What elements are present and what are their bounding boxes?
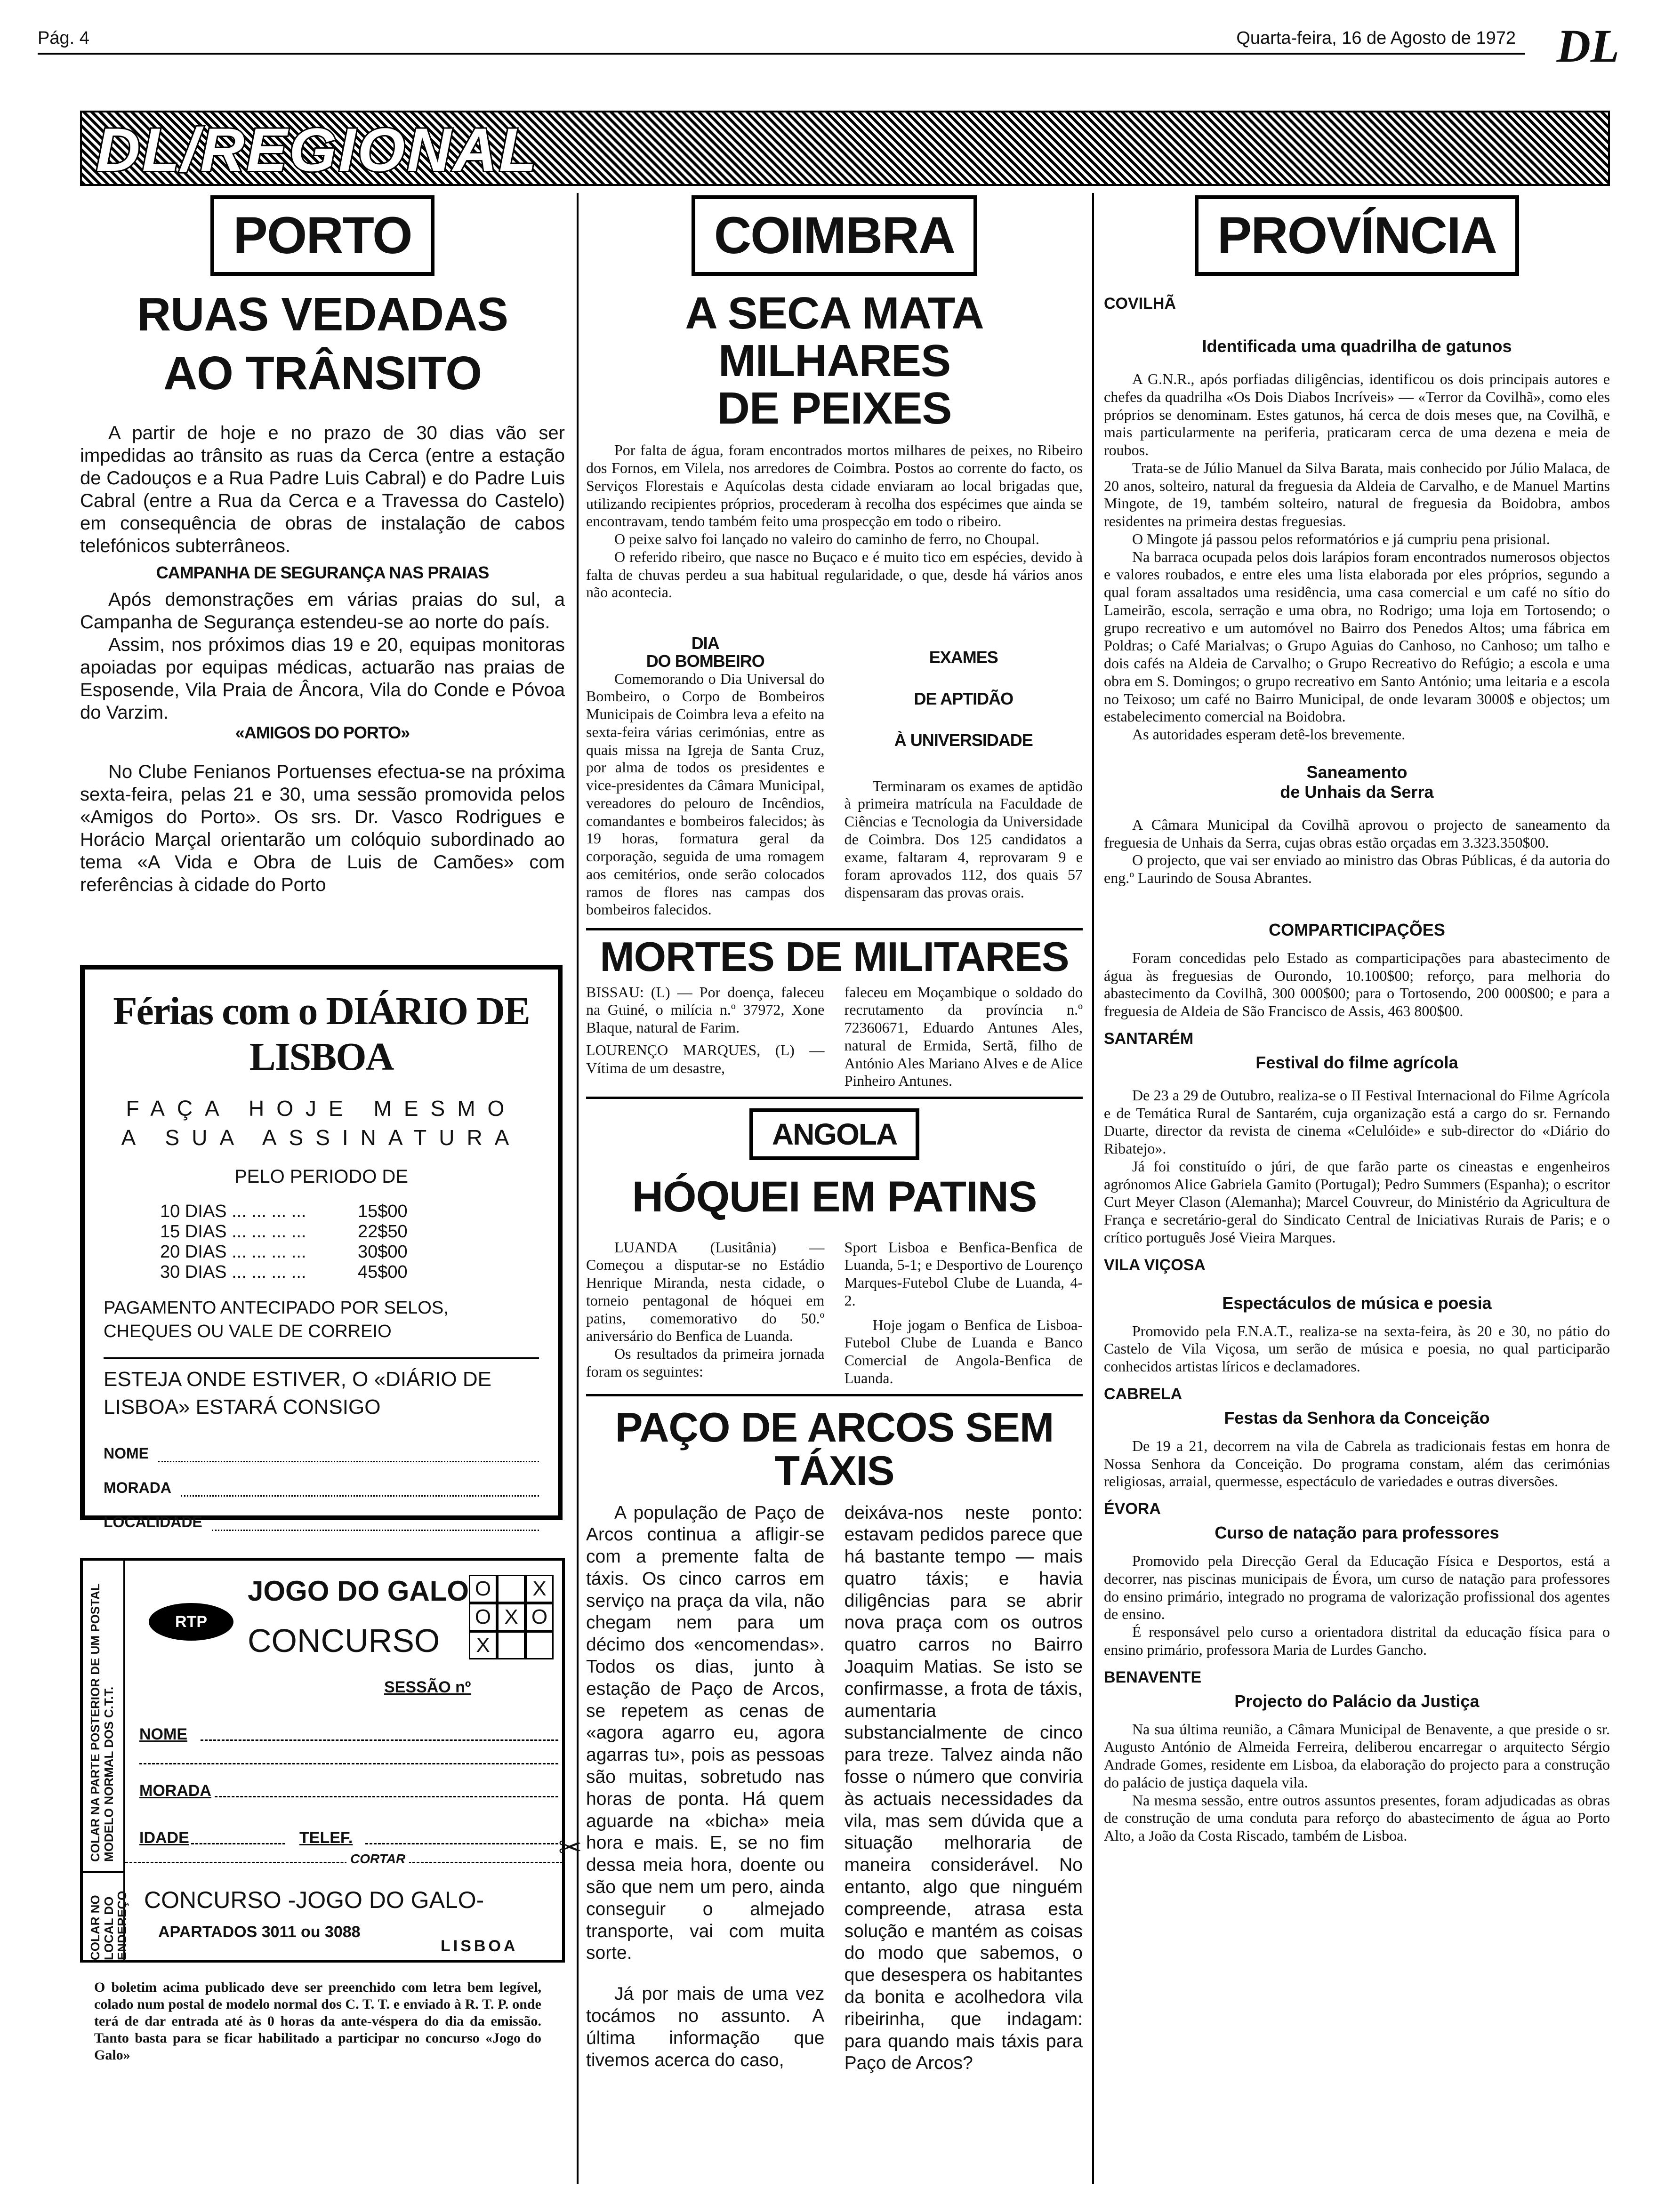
article-paragraph: Comemorando o Dia Universal do Bombeiro, o Corpo de Bombeiros Municipais de Coimbra leva a efeito na sexta-feira várias cerimónias, entre as quais missa na Igreja de Santa Cruz, por alma de todos os presidentes e vice-presidentes da Câmara Municipal, vereadores do pelouro de Incêndios, comandantes e bombeiros falecidos; às 19 horas, formatura geral da corporação, seguida de uma romagem aos cemitérios, onde serão colocados ramos de flores nas campas dos bombeiros falecidos.: [586, 670, 825, 918]
name-input-line[interactable]: [201, 1739, 558, 1741]
price-row: 10 DIAS ... ... ... ... 15$00: [160, 1202, 408, 1222]
article-paragraph: A Câmara Municipal da Covilhã aprovou o projecto de saneamento da freguesia de Unhais da Serra, cujas obras estão orçadas em 3.323.350$00.: [1104, 816, 1610, 851]
article-paragraph: Após demonstrações em várias praias do sul, a Campanha de Segurança estendeu-se ao norte do país.: [80, 589, 565, 633]
article-paragraph: Na sua última reunião, a Câmara Municipal de Benavente, a que preside o sr. Augusto António de Almeida Ferreira, deliberou encarregar o arquitecto Sérgio Andrade Gomes, residente em Lisboa, da elaboração do projecto para a construção do palácio de justiça daquela vila.: [1104, 1720, 1610, 1791]
price-row: 15 DIAS ... ... ... ... 22$50: [160, 1222, 408, 1242]
article-subhead: CAMPANHA DE SEGURANÇA NAS PRAIAS: [156, 563, 489, 582]
article-title: Curso de natação para professores: [1215, 1523, 1499, 1542]
board-cell: X: [525, 1575, 554, 1603]
section-banner: [80, 111, 1610, 186]
location-label: VILA VIÇOSA: [1104, 1256, 1206, 1274]
mortes-headline: MORTES DE MILITARES: [600, 933, 1069, 980]
location-label: CABRELA: [1104, 1385, 1182, 1403]
ad-subtitle: FAÇA HOJE MESMO: [126, 1096, 517, 1121]
subscription-ad: [80, 965, 563, 1531]
location-label: COVILHÃ: [1104, 295, 1176, 313]
article-paragraph: Trata-se de Júlio Manuel da Silva Barata, mais conhecido por Júlio Malaca, de 20 anos, solteiro, natural da freguesia da Aldeia de Carvalho, e de Manuel Martins Mingote, de 19, também solteiro, natural de freguesia da Boidobra, ambos residentes na primeira destas freguesias.: [1104, 459, 1610, 529]
coupon-name-label: NOME: [139, 1725, 187, 1743]
coupon-phone-label: TELEF.: [299, 1829, 353, 1847]
issue-date: Quarta-feira, 16 de Agosto de 1972: [1236, 28, 1516, 48]
porto-headline-1: RUAS VEDADAS: [137, 288, 508, 341]
mailing-title: CONCURSO -JOGO DO GALO-: [144, 1887, 484, 1913]
article-paragraph: Por falta de água, foram encontrados mortos milhares de peixes, no Ribeiro dos Fornos, em Vilela, nos arredores de Coimbra. Postos ao corrente do facto, os Serviços Florestais e Aquícolas desta cidade enviaram ao local brigadas que, utilizando recipientes próprios, procederam à recolha dos espécimes que ainda se encontravam, tendo também feito uma prospecção em todo o ribeiro.: [586, 441, 1083, 530]
article-subhead: DE APTIDÃO: [914, 689, 1014, 708]
coimbra-headline-2: DE PEIXES: [717, 383, 952, 433]
article-paragraph: O Mingote já passou pelos reformatórios e já cumpriu pena prisional.: [1132, 530, 1550, 547]
mailing-city: LISBOA: [441, 1937, 518, 1955]
article-paragraph: O referido ribeiro, que nasce no Buçaco e é muito tico em espécies, devido à falta de chuvas perdeu a sua habitual regularidade, o que, desde há vários anos não acontecia.: [586, 548, 1083, 601]
price-row: 20 DIAS ... ... ... ... 30$00: [160, 1242, 408, 1262]
article-subhead: «AMIGOS DO PORTO»: [235, 722, 410, 742]
board-cell: [497, 1575, 525, 1603]
article-paragraph: As autoridades esperam detê-los brevemente.: [1132, 726, 1406, 743]
board-cell: O: [525, 1603, 554, 1631]
price-row: 30 DIAS ... ... ... ... 45$00: [160, 1262, 408, 1282]
newspaper-logo: DL: [1556, 20, 1619, 72]
page-number: Pág. 4: [38, 28, 89, 48]
ad-title: Férias com o DIÁRIO DE LISBOA: [113, 989, 530, 1079]
coupon-address-label: MORADA: [139, 1782, 211, 1800]
column-divider: [1092, 193, 1094, 2184]
board-cell: X: [497, 1603, 525, 1631]
article-title: Espectáculos de música e poesia: [1222, 1293, 1492, 1313]
article-paragraph: Foram concedidas pelo Estado as comparticipações para abastecimento de água às freguesias de Ourondo, 10.100$00; reforço, para melhoria do abastecimento da Covilhã, 300 000$00; para o Tortosendo, 200 000$00; e para a freguesia de Aldeia de São Francisco de Assis, 463 800$00.: [1104, 949, 1610, 1019]
article-paragraph: deixáva-nos neste ponto: estavam pedidos parece que há bastante tempo — mais quatro táxis; e havia diligências para se abrir nova praça com os outros quatro carros no Bairro Joaquim Matias. Se isto se confirmasse, a frota de táxis, aumentaria substancialmente de cinco para treze. Talvez ainda não fosse o número que conviria às actuais necessidades da vila, mas sem dúvida que a situação melhoraria de maneira considerável. No entanto, algo que ninguém compreende, atrasa esta solução e mantém as coisas do modo que sabemos, o que desespera os habitantes da bonita e acolhedora vila ribeirinha, que indagam: para quando mais táxis para Paço de Arcos?: [844, 1502, 1083, 2074]
board-cell: [497, 1631, 525, 1659]
address-field[interactable]: MORADA: [104, 1479, 539, 1497]
locality-field[interactable]: LOCALIDADE: [104, 1514, 539, 1531]
porto-column: [80, 193, 565, 896]
payment-text: PAGAMENTO ANTECIPADO POR SELOS, CHEQUES OU VALE DE CORREIO: [104, 1298, 449, 1341]
board-cell: O: [469, 1575, 497, 1603]
article-paragraph: Terminaram os exames de aptidão à primeira matrícula na Faculdade de Ciências e Tecnologia da Universidade de Coimbra. Dos 125 candidatos a exame, faltaram 4, reprovaram 9 e foram aprovados 112, dos quais 57 dispensaram das provas orais.: [844, 777, 1083, 901]
article-subhead: À UNIVERSIDADE: [894, 730, 1033, 750]
article-paragraph: LUANDA (Lusitânia) — Começou a disputar-se no Estádio Henrique Miranda, nesta cidade, o torneio pentagonal de hóquei em patins, comemorativo do 50.º aniversário do Benfica de Luanda.: [586, 1238, 825, 1345]
cut-line: [125, 1862, 563, 1863]
column-divider: [577, 193, 579, 2184]
slogan-text: ESTEJA ONDE ESTIVER, O «DIÁRIO DE LISBOA» ESTARÁ CONSIGO: [104, 1357, 539, 1421]
article-paragraph: Na barraca ocupada pelos dois larápios foram encontrados numerosos objectos e valores roubados, e entre eles uma lista elaborada por eles próprios, segundo a qual foram assaltados uma residência, uma casa comercial e um café no sítio do Lameirão, escola, serração e uma obra, no Rodrigo; uma loja em Tortosendo; o grupo recreativo e um automóvel no Bairro dos Penedos Altos; uma fábrica em Poldras; o Café Marialvas; o Grupo Aguias do Canhoso, no Canhoso; um talho e dois cafés na Aldeia de Carvalho; o Grupo Recreativo do Refúgio; a escola e uma obra em S. Domingos; o grupo recreativo em Santo António; uma leitaria e a escola no Teixoso; um café no Bairro Municipal, de onde levaram 3000$ e objectos; um estabelecimento comercial na Boidobra.: [1104, 548, 1610, 725]
article-title: Projecto do Palácio da Justiça: [1234, 1691, 1480, 1711]
article-paragraph: A partir de hoje e no prazo de 30 dias vão ser impedidas ao trânsito as ruas da Cerca (entre a estação de Cadouços e a Rua Padre Luis Cabral) e do Padre Luis Cabral (entre a Rua da Cerca e a Travessa do Castelo) em consequência de obras de instalação de cabos telefónicos subterrâneos.: [80, 423, 565, 556]
provincia-column: [1104, 193, 1610, 1845]
coupon-instruction: COLAR NO LOCAL DO ENDEREÇO: [88, 1891, 129, 1960]
contest-title: JOGO DO GALO: [248, 1575, 469, 1607]
article-paragraph: O peixe salvo foi lançado no valeiro do caminho de ferro, no Choupal.: [614, 530, 1039, 548]
coimbra-column: [586, 193, 1083, 2075]
address-input-line[interactable]: [215, 1796, 558, 1797]
article-paragraph: De 23 a 29 de Outubro, realiza-se o II Festival Internacional do Filme Agrícola e de Temática Rural de Santarém, cuja organização está a cargo do sr. Fernando Duarte, director da revista de cinema «Celulóide» e sub-director do «Diário do Ribatejo».: [1104, 1086, 1610, 1157]
article-title: Saneamento: [1306, 762, 1408, 782]
article-paragraph: É responsável pelo curso a orientadora distrital da educação física para o ensino primário, professora Maria de Lurdes Gancho.: [1104, 1623, 1610, 1658]
coupon-instruction: COLAR NA PARTE POSTERIOR DE UM POSTAL MODELO NORMAL DOS C.T.T.: [88, 1583, 116, 1862]
article-paragraph: LOURENÇO MARQUES, (L) — Vítima de um desastre,: [586, 1041, 825, 1076]
contest-coupon: [80, 1558, 582, 1963]
article-subhead: EXAMES: [929, 648, 998, 667]
article-paragraph: Os resultados da primeira jornada foram os seguintes:: [586, 1345, 825, 1380]
board-cell: O: [469, 1603, 497, 1631]
banner-title: DL/REGIONAL: [96, 115, 539, 184]
article-subhead: DIA: [691, 633, 719, 653]
location-label: SANTARÉM: [1104, 1029, 1194, 1048]
coupon-age-label: IDADE: [139, 1829, 189, 1847]
section-divider: [586, 928, 1083, 930]
phone-input-line[interactable]: [365, 1843, 558, 1844]
article-title: de Unhais da Serra: [1280, 782, 1434, 801]
section-label-coimbra: COIMBRA: [692, 195, 978, 276]
article-paragraph: Já por mais de uma vez tocámos no assunto. A última informação que tivemos acerca do caso,: [586, 1984, 825, 2070]
board-cell: X: [469, 1631, 497, 1659]
article-paragraph: Sport Lisboa e Benfica-Benfica de Luanda, 5-1; e Desportivo de Lourenço Marques-Futebol Clube de Luanda, 4-2.: [844, 1238, 1083, 1309]
location-label: BENAVENTE: [1104, 1668, 1202, 1686]
article-paragraph: BISSAU: (L) — Por doença, faleceu na Guiné, o milícia n.º 37972, Xone Blaque, natural de Farim.: [586, 983, 825, 1036]
scissors-icon: ✂: [558, 1832, 582, 1863]
article-subhead: DO BOMBEIRO: [646, 651, 764, 671]
location-label: ÉVORA: [1104, 1500, 1161, 1518]
name-input-line[interactable]: [139, 1763, 558, 1764]
porto-headline-2: AO TRÂNSITO: [163, 347, 482, 400]
article-paragraph: No Clube Fenianos Portuenses efectua-se na próxima sexta-feira, pelas 21 e 30, uma sessão promovida pelos «Amigos do Porto». Os srs. Dr. Vasco Rodrigues e Horácio Marçal orientarão um colóquio subordinado ao tema «A Vida e Obra de Luis de Camões» com referências à cidade do Porto: [80, 761, 565, 895]
tic-tac-toe-board: [469, 1575, 554, 1659]
coupon-note: O boletim acima publicado deve ser preenchido com letra bem legível, colado num postal de modelo normal dos C. T. T. e enviado à R. T. P. onde terá de dar entrada até às 0 horas da ante-véspera do dia da emissão. Tanto basta para se ficar habilitado a participar no concurso «Jogo do Galo»: [94, 1980, 541, 2063]
article-paragraph: A G.N.R., após porfiadas diligências, identificou os dois principais autores e chefes da quadrilha «Os Dois Diabos Incríveis» — «Terror da Covilhã», como eles próprios se denominam. Estes gatunos, há cerca de dois meses que, na Covilhã, e mais particularmente na periferia, praticaram cerca de uma dezena e meia de roubos.: [1104, 370, 1610, 458]
name-field[interactable]: NOME: [104, 1445, 539, 1462]
cut-label: CORTAR: [346, 1851, 409, 1867]
session-field[interactable]: SESSÃO nº: [384, 1678, 471, 1696]
board-cell: [525, 1631, 554, 1659]
article-paragraph: Já foi constituído o júri, de que farão parte os cineastas e engenheiros agrónomos Alice Gabriela Gamito (Portugal); Pedro Summers (Espanha); o escritor Curt Meyer Clason (Alemanha); Marcel Couvreur, do Ministério da Agricultura de França e secretário-geral do Sindicato Central de Iniciativas Rurais de Paris; e o crítico português José Vieira Marques.: [1104, 1157, 1610, 1246]
article-paragraph: O projecto, que vai ser enviado ao ministro das Obras Públicas, é da autoria do eng.º Laurindo de Sousa Abrantes.: [1104, 851, 1610, 886]
section-label-porto: PORTO: [210, 195, 434, 276]
article-paragraph: Promovido pela Direcção Geral da Educação Física e Desportos, está a decorrer, nas piscinas municipais de Évora, um curso de natação para professores do ensino primário, integrado no programa de valorização profissional dos agentes de ensino.: [1104, 1552, 1610, 1623]
article-paragraph: A população de Paço de Arcos continua a afligir-se com a premente falta de táxis. Os cinco carros em serviço na praça da vila, não chegam nem para um décimo dos «encomendas». Todos os dias, junto à estação de Paço de Arcos, se repetem as cenas de «agora agarro eu, agora agarras tu», pois as pessoas são muitas, sobretudo nas horas de ponta. Há quem aguarde na «bicha» meia hora e mais. E, se no fim dessa meia hora, doente ou são que nem um pero, ainda conseguir o almejado transporte, vai com muita sorte.: [586, 1502, 825, 1964]
age-input-line[interactable]: [191, 1843, 285, 1844]
article-paragraph: Assim, nos próximos dias 19 e 20, equipas monitoras apoiadas por equipas médicas, actuarão nas praias de Esposende, Vila Praia de Âncora, Vila do Conde e Póvoa do Varzim.: [80, 634, 565, 723]
section-divider: [586, 1097, 1083, 1099]
paco-headline: PAÇO DE ARCOS SEM TÁXIS: [615, 1403, 1054, 1494]
article-title: Festas da Senhora da Conceição: [1224, 1408, 1490, 1427]
article-paragraph: faleceu em Moçambique o soldado do recrutamento da província n.º 72360671, Eduardo Antunes Ales, natural de Ermida, Sertã, filho de António Ales Mariano Alves e de Alice Pinheiro Antunes.: [844, 983, 1083, 1090]
section-label-provincia: PROVÍNCIA: [1195, 195, 1519, 276]
mailing-box: APARTADOS 3011 ou 3088: [158, 1923, 361, 1941]
rtp-logo: RTP: [149, 1603, 233, 1641]
article-title: Festival do filme agrícola: [1255, 1052, 1458, 1072]
section-label-angola: ANGOLA: [749, 1108, 919, 1160]
section-divider: [586, 1394, 1083, 1396]
angola-headline: HÓQUEI EM PATINS: [632, 1173, 1037, 1221]
contest-subtitle: CONCURSO: [248, 1622, 440, 1659]
article-paragraph: De 19 a 21, decorrem na vila de Cabrela as tradicionais festas em honra de Nossa Senhora da Conceição. Do programa constam, além das cerimónias religiosas, arraial, quermesse, espectáculo de variedades e outras diversões.: [1104, 1437, 1610, 1490]
article-title: COMPARTICIPAÇÕES: [1269, 920, 1445, 939]
coimbra-headline-1: A SECA MATA MILHARES: [685, 288, 984, 386]
header-divider: [38, 53, 1525, 55]
article-title: Identificada uma quadrilha de gatunos: [1202, 337, 1512, 356]
ad-period-label: PELO PERIODO DE: [234, 1166, 408, 1187]
ad-subtitle: A SUA ASSINATURA: [121, 1125, 522, 1150]
article-paragraph: Promovido pela F.N.A.T., realiza-se na sexta-feira, às 20 e 30, no pátio do Castelo de Vila Viçosa, um serão de música e poesia, no qual participarão conhecidos artistas líricos e declamadores.: [1104, 1322, 1610, 1375]
article-paragraph: Hoje jogam o Benfica de Lisboa-Futebol Clube de Luanda e Banco Comercial de Angola-Benfica de Luanda.: [844, 1316, 1083, 1387]
article-paragraph: Na mesma sessão, entre outros assuntos presentes, foram adjudicadas as obras de construção de uma conduta para reforço do abastecimento de água ao Porto Alto, a João da Costa Riscado, também de Lisboa.: [1104, 1791, 1610, 1844]
price-list: [104, 1202, 539, 1282]
